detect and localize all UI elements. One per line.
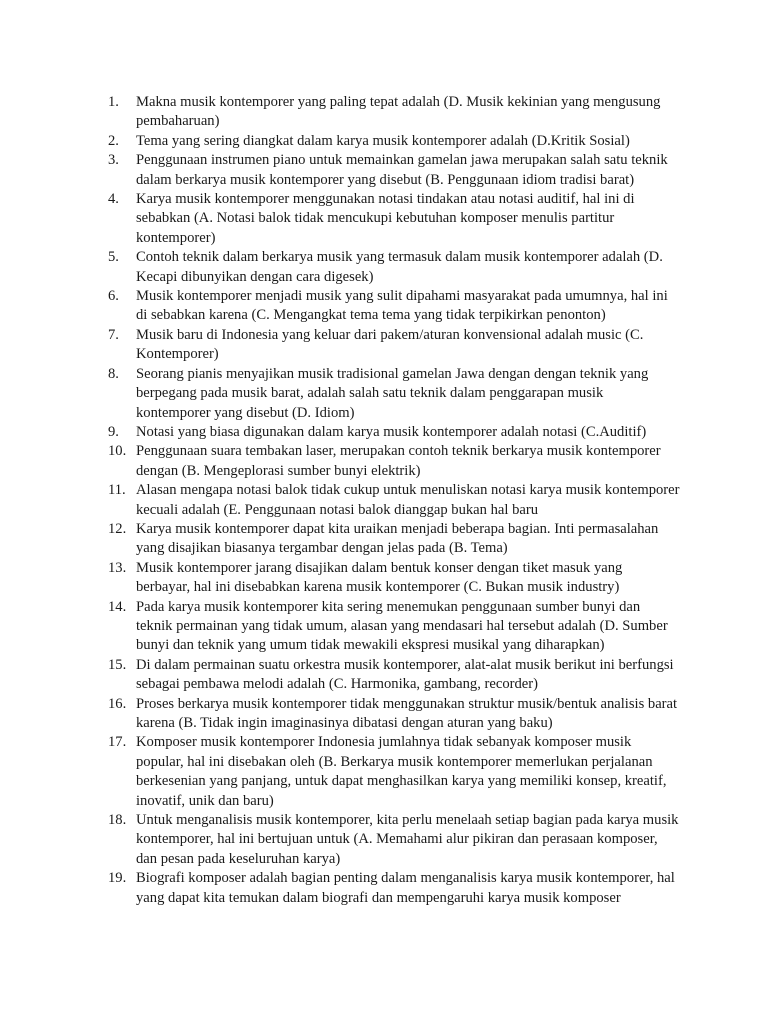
item-number: 15. <box>108 656 127 673</box>
item-text: Notasi yang biasa digunakan dalam karya musik kontemporer adalah notasi (C.Auditif) <box>136 423 647 440</box>
list-item <box>108 287 680 326</box>
list-item <box>108 442 680 481</box>
list-item <box>108 423 680 442</box>
list-item <box>108 151 680 190</box>
item-number: 14. <box>108 598 127 615</box>
list-item <box>108 598 680 656</box>
item-number: 12. <box>108 520 127 537</box>
item-text: Komposer musik kontemporer Indonesia jumlahnya tidak sebanyak komposer musik popular, hal ini disebakan oleh (B. Berkarya musik kontemporer memerlukan perjalanan berkesenian yang panjang, untuk dapat menghasilkan karya yang memiliki konsep, kreatif, inovatif, unik dan baru) <box>136 734 667 809</box>
item-number: 6. <box>108 288 119 305</box>
item-number: 4. <box>108 191 119 208</box>
item-number: 7. <box>108 326 119 343</box>
item-number: 5. <box>108 249 119 266</box>
list-item <box>108 248 680 287</box>
list-item <box>108 132 680 151</box>
item-number: 1. <box>108 94 119 110</box>
item-number: 11. <box>108 482 126 499</box>
item-number: 9. <box>108 423 119 440</box>
item-text: Alasan mengapa notasi balok tidak cukup untuk menuliskan notasi karya musik kontemporer kecuali adalah (E. Penggunaan notasi balok dianggap bukan hal baru <box>136 482 680 518</box>
item-text: Pada karya musik kontemporer kita sering menemukan penggunaan sumber bunyi dan teknik permainan yang tidak umum, alasan yang mendasari hal tersebut adalah (D. Sumber bunyi dan teknik yang umum tidak mewakili ekspresi musikal yang diharapkan) <box>136 598 668 654</box>
item-text: Biografi komposer adalah bagian penting dalam menganalisis karya musik kontemporer, hal yang dapat kita temukan dalam biografi dan mempengaruhi karya musik komposer <box>136 870 675 906</box>
list-item <box>108 733 680 811</box>
item-number: 10. <box>108 443 127 460</box>
item-text: Untuk menganalisis musik kontemporer, kita perlu menelaah setiap bagian pada karya musik kontemporer, hal ini bertujuan untuk (A. Memahami alur pikiran dan perasaan komposer, dan pesan pada keseluruhan karya) <box>136 812 679 867</box>
list-item <box>108 481 680 520</box>
item-number: 2. <box>108 132 119 149</box>
list-item <box>108 869 680 908</box>
item-number: 18. <box>108 812 127 829</box>
list-item <box>108 326 680 365</box>
list-item <box>108 811 680 869</box>
item-text: Musik kontemporer menjadi musik yang sulit dipahami masyarakat pada umumnya, hal ini di sebabkan karena (C. Mengangkat tema tema yang tidak terpikirkan penonton) <box>136 288 668 324</box>
item-text: Penggunaan suara tembakan laser, merupakan contoh teknik berkarya musik kontemporer dengan (B. Mengeplorasi sumber bunyi elektrik) <box>136 443 661 479</box>
item-number: 8. <box>108 365 119 382</box>
item-text: Karya musik kontemporer dapat kita uraikan menjadi beberapa bagian. Inti permasalahan yang disajikan biasanya tergambar dengan jelas pada (B. Tema) <box>136 520 659 557</box>
item-text: Penggunaan instrumen piano untuk memainkan gamelan jawa merupakan salah satu teknik dalam berkarya musik kontemporer yang disebut (B. Penggunaan idiom tradisi barat) <box>136 152 668 188</box>
item-text: Contoh teknik dalam berkarya musik yang termasuk dalam musik kontemporer adalah (D. Kecapi dibunyikan dengan cara digesek) <box>136 249 663 285</box>
list-item <box>108 365 680 423</box>
list-item <box>108 656 680 695</box>
item-text: Makna musik kontemporer yang paling tepat adalah (D. Musik kekinian yang mengusung pembaharuan) <box>136 94 661 130</box>
item-text: Di dalam permainan suatu orkestra musik kontemporer, alat-alat musik berikut ini berfungsi sebagai pembawa melodi adalah (C. Harmonika, gambang, recorder) <box>136 656 674 693</box>
item-text: Karya musik kontemporer menggunakan notasi tindakan atau notasi auditif, hal ini di sebabkan (A. Notasi balok tidak mencukupi kebutuhan komposer menulis partitur kontemporer) <box>136 191 635 246</box>
list-item <box>108 695 680 734</box>
item-number: 17. <box>108 734 127 751</box>
item-number: 19. <box>108 870 127 887</box>
list-item <box>108 520 680 559</box>
list-item <box>108 559 680 598</box>
item-text: Musik baru di Indonesia yang keluar dari pakem/aturan konvensional adalah music (C. Kontemporer) <box>136 326 644 363</box>
item-text: Musik kontemporer jarang disajikan dalam bentuk konser dengan tiket masuk yang berbayar, hal ini disebabkan karena musik kontemporer (C. Bukan musik industry) <box>136 559 623 596</box>
answer-list <box>108 93 680 908</box>
item-number: 3. <box>108 152 119 169</box>
item-text: Seorang pianis menyajikan musik tradisional gamelan Jawa dengan dengan teknik yang berpegang pada musik barat, adalah salah satu teknik dalam penggarapan musik kontemporer yang disebut (D. Idiom) <box>136 365 649 421</box>
list-item <box>108 190 680 248</box>
item-text: Proses berkarya musik kontemporer tidak menggunakan struktur musik/bentuk analisis barat karena (B. Tidak ingin imaginasinya dibatasi dengan aturan yang baku) <box>136 695 678 731</box>
item-number: 16. <box>108 695 127 712</box>
item-text: Tema yang sering diangkat dalam karya musik kontemporer adalah (D.Kritik Sosial) <box>136 132 630 149</box>
item-number: 13. <box>108 559 127 576</box>
list-item <box>108 93 680 132</box>
